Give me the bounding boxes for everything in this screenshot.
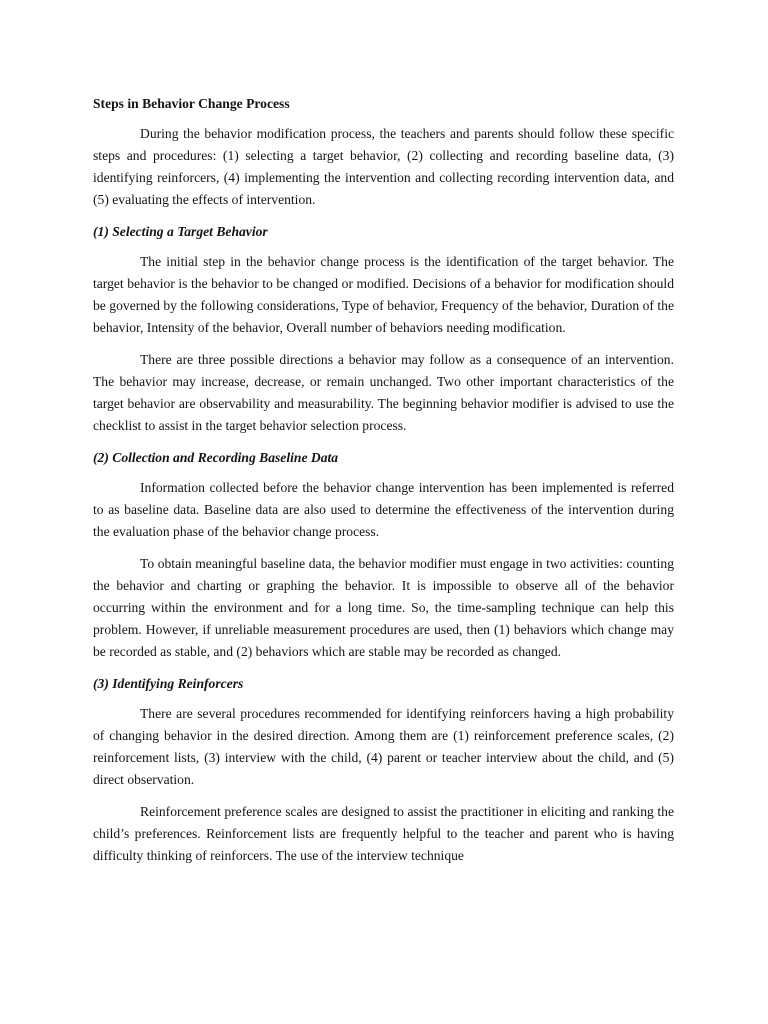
document-page [93,93,674,867]
section-3-paragraph-2: Reinforcement preference scales are designed to assist the practitioner in eliciting and ranking the child’s preferences. Reinforcement lists are frequently helpful to the teacher and parent who is having difficulty thinking of reinforcers. The use of the interview technique [93,804,674,863]
section-1-paragraph-2: There are three possible directions a behavior may follow as a consequence of an intervention. The behavior may increase, decrease, or remain unchanged. Two other important characteristics of the target behavior are observability and measurability. The beginning behavior modifier is advised to use the checklist to assist in the target behavior selection process. [93,352,674,433]
intro-paragraph: During the behavior modification process, the teachers and parents should follow these specific steps and procedures: (1) selecting a target behavior, (2) collecting and recording baseline data, (3) identifying reinforcers, (4) implementing the intervention and collecting recording intervention data, and (5) evaluating the effects of intervention. [93,126,674,207]
document-title: Steps in Behavior Change Process [93,96,290,111]
section-heading-selecting-target-behavior: (1) Selecting a Target Behavior [93,224,268,239]
section-heading-baseline-data: (2) Collection and Recording Baseline Data [93,450,339,465]
section-3-paragraph-1: There are several procedures recommended for identifying reinforcers having a high probability of changing behavior in the desired direction. Among them are (1) reinforcement preference scales, (2) reinforcement lists, (3) interview with the child, (4) parent or teacher interview about the child, and (5) direct observation. [93,706,674,787]
section-2-paragraph-2: To obtain meaningful baseline data, the behavior modifier must engage in two activities: counting the behavior and charting or graphing the behavior. It is impossible to observe all of the behavior occurring within the environment and for a long time. So, the time-sampling technique can help this problem. However, if unreliable measurement procedures are used, then (1) behaviors which change may be recorded as stable, and (2) behaviors which are stable may be recorded as changed. [93,556,674,659]
section-1-paragraph-1: The initial step in the behavior change process is the identification of the target behavior. The target behavior is the behavior to be changed or modified. Decisions of a behavior for modification should be governed by the following considerations, Type of behavior, Frequency of the behavior, Duration of the behavior, Intensity of the behavior, Overall number of behaviors needing modification. [93,254,674,335]
section-heading-identifying-reinforcers: (3) Identifying Reinforcers [93,676,244,691]
section-2-paragraph-1: Information collected before the behavior change intervention has been implemented is referred to as baseline data. Baseline data are also used to determine the effectiveness of the intervention during the evaluation phase of the behavior change process. [93,480,674,539]
